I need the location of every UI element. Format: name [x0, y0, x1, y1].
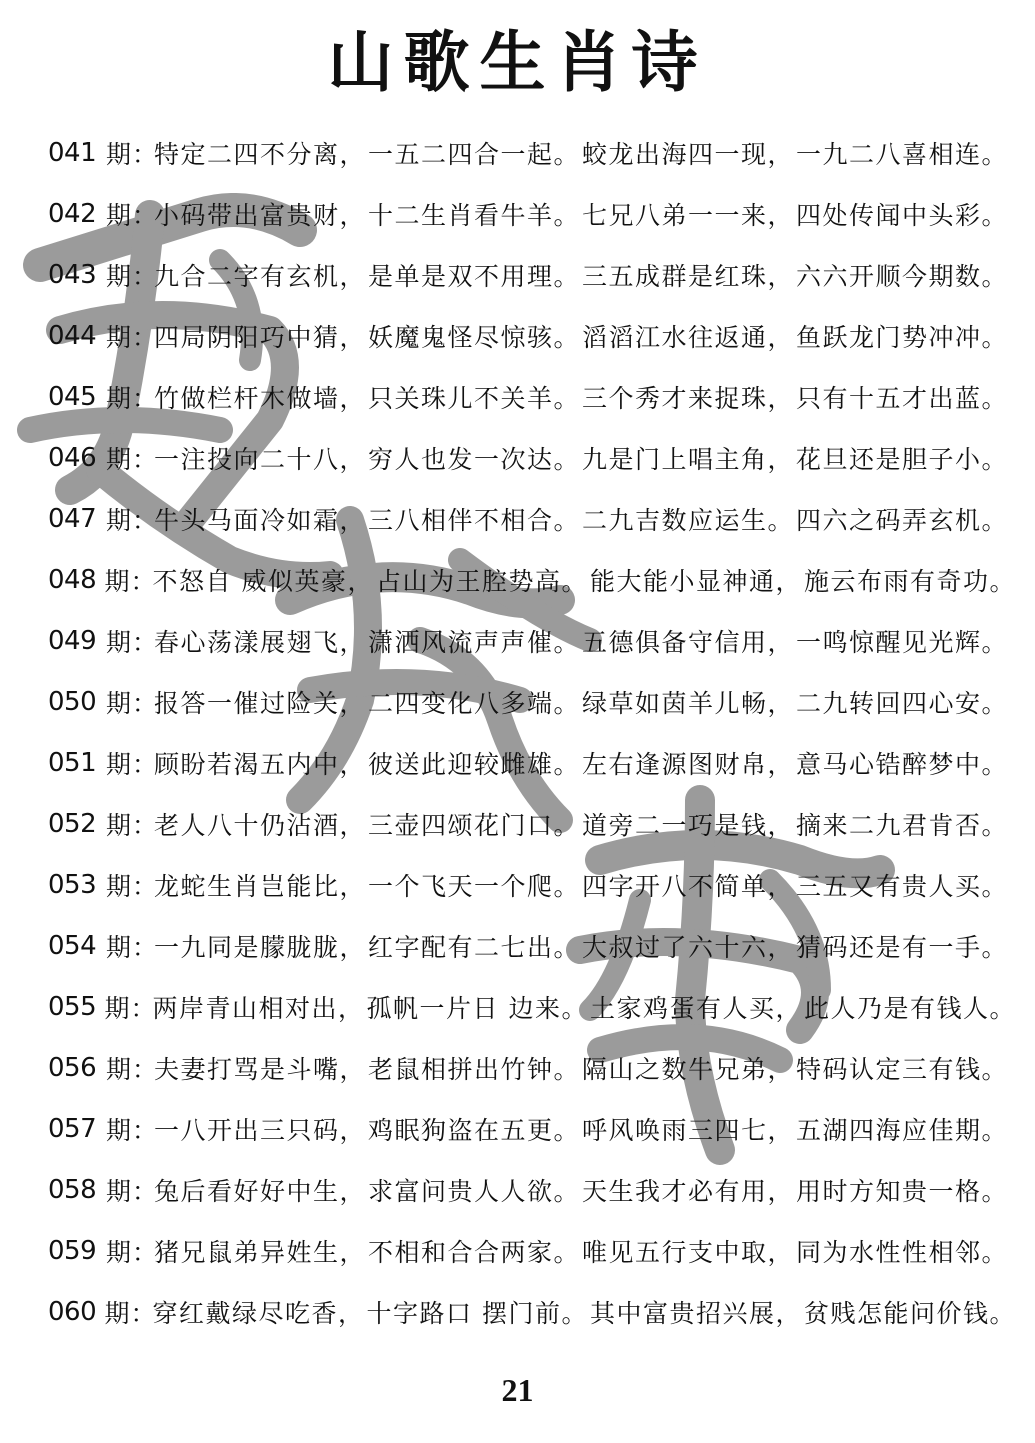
verse-clause-3: 四字开八不简单， — [582, 871, 795, 901]
poem-line — [48, 671, 1018, 732]
poem-line — [48, 976, 1018, 1037]
issue-label: 期： — [106, 1054, 159, 1084]
verse-clause-3: 道旁二一巧是钱， — [582, 810, 795, 840]
poem-line — [48, 793, 1018, 854]
poem-line — [48, 732, 1018, 793]
poem-line — [48, 305, 1018, 366]
issue-number: 052 — [48, 808, 97, 839]
issue-number: 046 — [48, 442, 97, 473]
issue-label: 期： — [106, 1115, 159, 1145]
verse-clause-1: 一注投向二十八， — [154, 444, 367, 474]
verse-clause-4: 四六之码弄玄机。 — [796, 505, 1009, 535]
verse-clause-3: 左右逢源图财帛， — [582, 749, 795, 779]
issue-number: 050 — [48, 686, 97, 717]
issue-label: 期： — [106, 688, 159, 718]
verse-clause-2: 不相和合合两家。 — [368, 1237, 581, 1267]
verse-clause-2: 十字路口 摆门前。 — [366, 1298, 588, 1328]
verse-clause-1: 牛头马面冷如霜， — [154, 505, 367, 535]
poem-line — [48, 915, 1018, 976]
issue-label: 期： — [106, 322, 159, 352]
issue-number: 057 — [48, 1113, 97, 1144]
verse-clause-1: 猪兄鼠弟异姓生， — [154, 1237, 367, 1267]
issue-label: 期： — [106, 1237, 159, 1267]
verse-clause-4: 花旦还是胆子小。 — [796, 444, 1009, 474]
verse-clause-3: 五德俱备守信用， — [582, 627, 795, 657]
verse-clause-4: 鱼跃龙门势冲冲。 — [796, 322, 1009, 352]
issue-label: 期： — [106, 1176, 159, 1206]
verse-clause-4: 此人乃是有钱人。 — [803, 993, 1016, 1023]
issue-label: 期： — [106, 810, 159, 840]
poem-line — [48, 1098, 1018, 1159]
poem-line — [48, 1037, 1018, 1098]
verse-clause-4: 一鸣惊醒见光辉。 — [796, 627, 1009, 657]
verse-clause-2: 鸡眠狗盗在五更。 — [368, 1115, 581, 1145]
poem-line — [48, 488, 1018, 549]
verse-clause-2: 占山为王腔势高。 — [375, 566, 588, 596]
verse-clause-1: 夫妻打骂是斗嘴， — [154, 1054, 367, 1084]
verse-clause-1: 九合二字有玄机， — [154, 261, 367, 291]
verse-clause-3: 土家鸡蛋有人买， — [589, 993, 802, 1023]
verse-clause-4: 意马心锆醉梦中。 — [796, 749, 1009, 779]
verse-clause-3: 大叔过了六十六， — [582, 932, 795, 962]
issue-number: 055 — [48, 991, 97, 1022]
poem-line — [48, 427, 1018, 488]
page-title: 山歌生肖诗 — [327, 24, 708, 101]
verse-clause-3: 二九吉数应运生。 — [582, 505, 795, 535]
verse-clause-2: 穷人也发一次达。 — [368, 444, 581, 474]
verse-clause-4: 四处传闻中头彩。 — [796, 200, 1009, 230]
issue-label: 期： — [106, 261, 159, 291]
verse-clause-4: 只有十五才出蓝。 — [796, 383, 1009, 413]
verse-clause-1: 两岸青山相对出， — [152, 993, 365, 1023]
issue-number: 044 — [48, 320, 97, 351]
issue-number: 048 — [48, 564, 97, 595]
verse-clause-2: 老鼠相拼出竹钟。 — [368, 1054, 581, 1084]
verse-clause-3: 九是门上唱主角， — [582, 444, 795, 474]
verse-clause-1: 特定二四不分离， — [154, 139, 367, 169]
verse-clause-2: 红字配有二七出。 — [368, 932, 581, 962]
issue-number: 058 — [48, 1174, 97, 1205]
verse-clause-3: 绿草如茵羊儿畅， — [582, 688, 795, 718]
verse-clause-3: 隔山之数牛兄弟， — [582, 1054, 795, 1084]
issue-number: 041 — [48, 137, 97, 168]
page-number: 21 — [501, 1372, 534, 1408]
verse-clause-1: 四局阴阳巧中猜， — [154, 322, 367, 352]
issue-label: 期： — [104, 566, 157, 596]
verse-clause-4: 同为水性性相邻。 — [796, 1237, 1009, 1267]
poem-line — [48, 183, 1018, 244]
verse-clause-4: 二九转回四心安。 — [796, 688, 1009, 718]
issue-label: 期： — [106, 139, 159, 169]
verse-clause-1: 老人八十仍沾酒， — [154, 810, 367, 840]
verse-clause-4: 三五又有贵人买。 — [796, 871, 1009, 901]
poem-line — [48, 366, 1018, 427]
issue-number: 047 — [48, 503, 97, 534]
verse-clause-4: 特码认定三有钱。 — [796, 1054, 1009, 1084]
verse-clause-1: 不怒自 威似英豪， — [152, 566, 374, 596]
verse-clause-2: 三八相伴不相合。 — [368, 505, 581, 535]
issue-label: 期： — [106, 932, 159, 962]
verse-clause-2: 十二生肖看牛羊。 — [368, 200, 581, 230]
issue-number: 060 — [48, 1296, 97, 1327]
verse-clause-4: 贫贱怎能问价钱。 — [803, 1298, 1016, 1328]
verse-clause-2: 彼送此迎较雌雄。 — [368, 749, 581, 779]
verse-clause-2: 一个飞天一个爬。 — [368, 871, 581, 901]
poem-line — [48, 549, 1018, 610]
poem-line — [48, 1159, 1018, 1220]
verse-clause-3: 三五成群是红珠， — [582, 261, 795, 291]
issue-number: 049 — [48, 625, 97, 656]
issue-number: 042 — [48, 198, 97, 229]
verse-clause-4: 摘来二九君肯否。 — [796, 810, 1009, 840]
verse-clause-3: 唯见五行支中取， — [582, 1237, 795, 1267]
verse-clause-3: 其中富贵招兴展， — [589, 1298, 802, 1328]
verse-clause-2: 一五二四合一起。 — [368, 139, 581, 169]
issue-number: 056 — [48, 1052, 97, 1083]
verse-clause-1: 一八开出三只码， — [154, 1115, 367, 1145]
verse-clause-3: 滔滔江水往返通， — [582, 322, 795, 352]
issue-label: 期： — [106, 871, 159, 901]
verse-clause-1: 穿红戴绿尽吃香， — [152, 1298, 365, 1328]
verse-clause-2: 潇洒风流声声催。 — [368, 627, 581, 657]
verse-clause-3: 七兄八弟一一来， — [582, 200, 795, 230]
verse-clause-3: 三个秀才来捉珠， — [582, 383, 795, 413]
verse-clause-4: 一九二八喜相连。 — [796, 139, 1009, 169]
verse-clause-2: 孤帆一片日 边来。 — [366, 993, 588, 1023]
issue-label: 期： — [106, 627, 159, 657]
issue-label: 期： — [106, 505, 159, 535]
verse-clause-3: 天生我才必有用， — [582, 1176, 795, 1206]
verse-clause-4: 五湖四海应佳期。 — [796, 1115, 1009, 1145]
verse-clause-4: 施云布雨有奇功。 — [803, 566, 1016, 596]
issue-number: 045 — [48, 381, 97, 412]
issue-number: 059 — [48, 1235, 97, 1266]
issue-number: 054 — [48, 930, 97, 961]
verse-clause-2: 三壶四颂花门口。 — [368, 810, 581, 840]
poem-line — [48, 610, 1018, 671]
verse-clause-3: 能大能小显神通， — [589, 566, 802, 596]
poem-list — [48, 122, 1018, 1342]
verse-clause-4: 猜码还是有一手。 — [796, 932, 1009, 962]
issue-label: 期： — [106, 749, 159, 779]
verse-clause-1: 春心荡漾展翅飞， — [154, 627, 367, 657]
verse-clause-2: 妖魔鬼怪尽惊骇。 — [368, 322, 581, 352]
verse-clause-2: 是单是双不用理。 — [368, 261, 581, 291]
issue-number: 043 — [48, 259, 97, 290]
verse-clause-1: 小码带出富贵财， — [154, 200, 367, 230]
poem-line — [48, 854, 1018, 915]
verse-clause-2: 二四变化八多端。 — [368, 688, 581, 718]
verse-clause-3: 呼风唤雨三四七， — [582, 1115, 795, 1145]
issue-label: 期： — [106, 383, 159, 413]
verse-clause-1: 龙蛇生肖岂能比， — [154, 871, 367, 901]
poem-line — [48, 1220, 1018, 1281]
verse-clause-1: 顾盼若渴五内中， — [154, 749, 367, 779]
verse-clause-3: 蛟龙出海四一现， — [582, 139, 795, 169]
issue-label: 期： — [106, 200, 159, 230]
verse-clause-1: 竹做栏杆木做墙， — [154, 383, 367, 413]
poem-line — [48, 244, 1018, 305]
poem-line — [48, 1281, 1018, 1342]
issue-number: 051 — [48, 747, 97, 778]
verse-clause-1: 兔后看好好中生， — [154, 1176, 367, 1206]
verse-clause-4: 六六开顺今期数。 — [796, 261, 1009, 291]
issue-label: 期： — [106, 444, 159, 474]
verse-clause-2: 只关珠儿不关羊。 — [368, 383, 581, 413]
issue-number: 053 — [48, 869, 97, 900]
poem-line — [48, 122, 1018, 183]
verse-clause-1: 一九同是朦胧胧， — [154, 932, 367, 962]
verse-clause-2: 求富问贵人人欲。 — [368, 1176, 581, 1206]
issue-label: 期： — [104, 993, 157, 1023]
verse-clause-4: 用时方知贵一格。 — [796, 1176, 1009, 1206]
verse-clause-1: 报答一催过险关， — [154, 688, 367, 718]
issue-label: 期： — [104, 1298, 157, 1328]
